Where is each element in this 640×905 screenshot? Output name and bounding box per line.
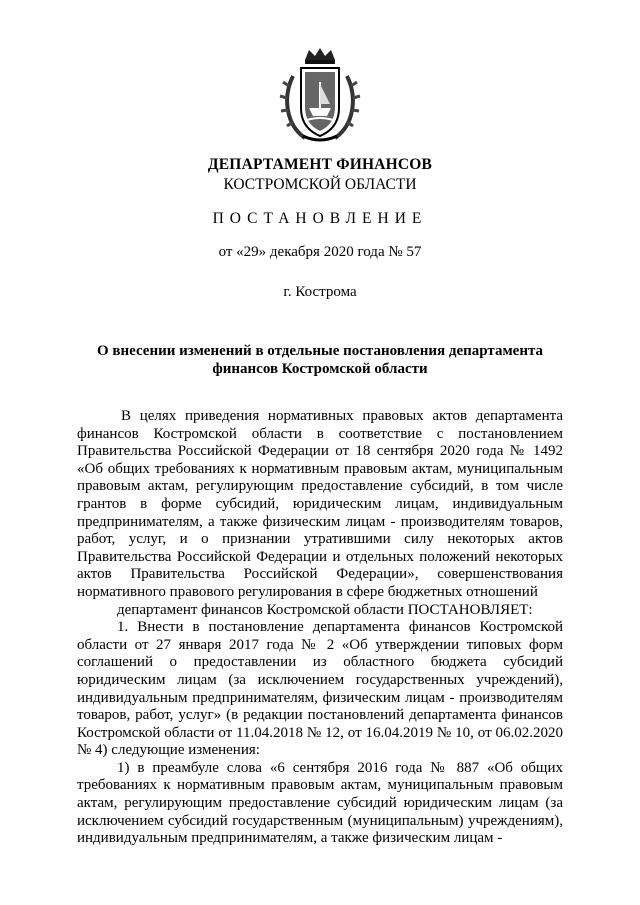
department-name: ДЕПАРТАМЕНТ ФИНАНСОВ [207,156,433,173]
document-title-line-1: О внесении изменений в отдельные постановления департамента [96,343,544,359]
subitem-1-paragraph: 1) в преамбуле слова «6 сентября 2016 года № 887 «Об общих требованиях к нормативным правовым актам, муниципальным правовым актам, регулирующим предоставление субсидий юридическим лицам (за исключением субсидий государственным (муниципальным) учреждениям), индивидуальным предпринимателям, а также физическим лицам - [77,759,563,847]
resolution-paragraph: департамент финансов Костромской области ПОСТАНОВЛЯЕТ: [117,601,533,618]
item-1-paragraph: 1. Внести в постановление департамента финансов Костромской области от 27 января 2017 года № 2 «Об утверждении типовых форм соглашений о предоставлении из областного бюджета субсидий юридическим лицам (за исключением государственных учреждений), индивидуальным предпринимателям, физическим лицам - производителям товаров, работ, услуг» (в редакции постановлений департамента финансов Костромской области от 11.04.2018 № 12, от 16.04.2019 № 10, от 06.02.2020 № 4) следующие изменения: [77,619,563,759]
document-title-line-2: финансов Костромской области [212,361,428,377]
preamble-paragraph: В целях приведения нормативных правовых актов департамента финансов Костромской области в соответствие с постановлением Правительства Российской Федерации от 18 сентября 2020 года № 1492 «Об общих требованиях к нормативным правовым актам, муниципальным правовым актам, регулирующим предоставление субсидий, в том числе грантов в форме субсидий, юридическим лицам, индивидуальным предпринимателям, а также физическим лицам - производителям товаров, работ, услуг, и о признании утратившими силу некоторых актов Правительства Российской Федерации и отдельных положений некоторых актов Правительства Российской Федерации», совершенствования нормативного правового регулирования в сфере бюджетных отношений [77,408,563,600]
department-region: КОСТРОМСКОЙ ОБЛАСТИ [223,176,417,193]
document-title [0,342,640,378]
document-body [77,408,563,848]
document-city: г. Кострома [283,284,357,300]
document-type: ПОСТАНОВЛЕНИЕ [212,210,428,227]
document-date: от «29» декабря 2020 года № 57 [218,244,422,260]
coat-of-arms-icon [275,46,365,146]
